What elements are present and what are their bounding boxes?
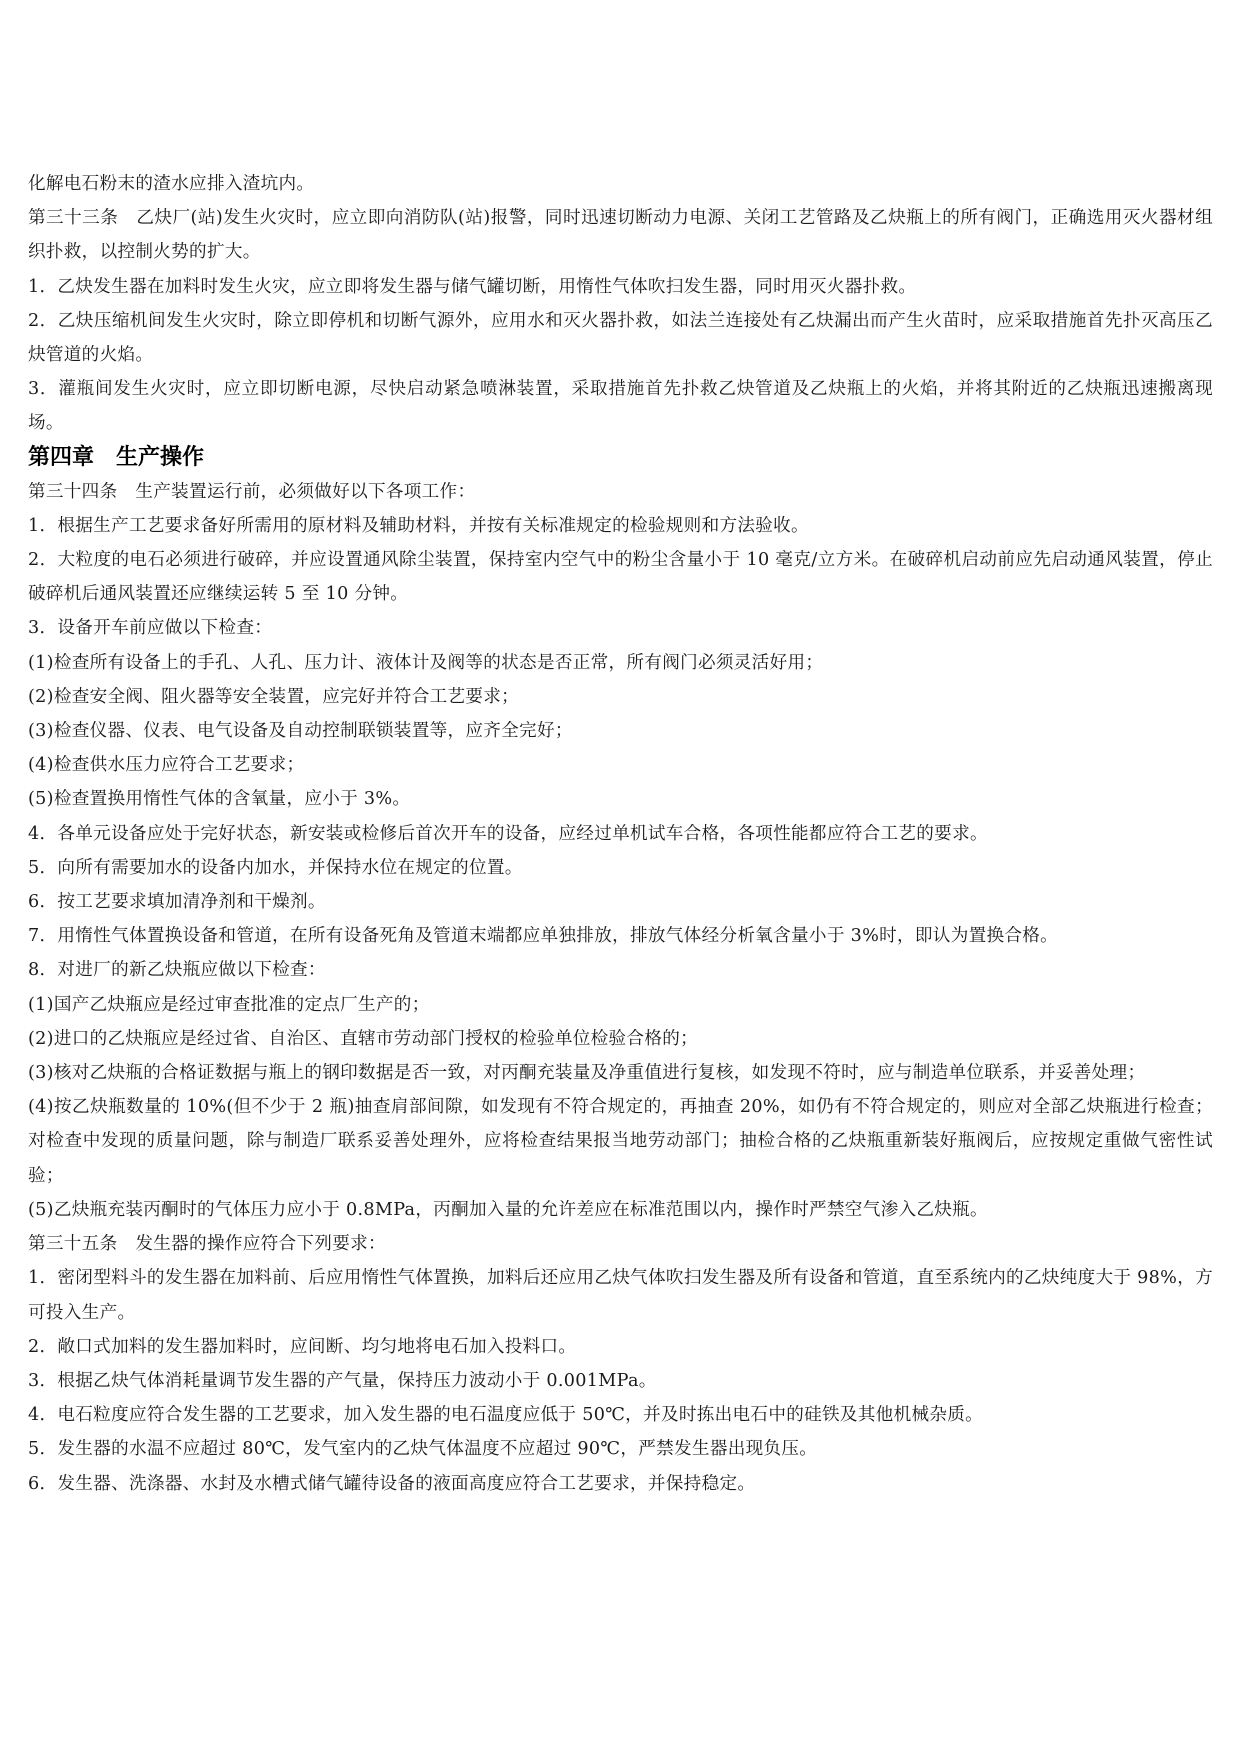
paragraph: (5)乙炔瓶充装丙酮时的气体压力应小于 0.8MPa，丙酮加入量的允许差应在标准范围以内，操作时严禁空气渗入乙炔瓶。: [28, 1199, 988, 1220]
paragraph: 第三十四条 生产装置运行前，必须做好以下各项工作：: [28, 481, 476, 502]
paragraph: 1．密闭型料斗的发生器在加料前、后应用惰性气体置换，加料后还应用乙炔气体吹扫发生器及所有设备和管道，直至系统内的乙炔纯度大于 98%，方可投入生产。: [28, 1268, 1213, 1323]
paragraph: (2)进口的乙炔瓶应是经过省、自治区、直辖市劳动部门授权的检验单位检验合格的；: [28, 1028, 698, 1049]
paragraph: 7．用惰性气体置换设备和管道，在所有设备死角及管道末端都应单独排放，排放气体经分析氧含量小于 3%时，即认为置换合格。: [28, 926, 1059, 947]
paragraph: 5．发生器的水温不应超过 80℃，发气室内的乙炔气体温度不应超过 90℃，严禁发生器出现负压。: [28, 1439, 818, 1460]
paragraph: 4．电石粒度应符合发生器的工艺要求，加入发生器的电石温度应低于 50℃，并及时拣出电石中的硅铁及其他机械杂质。: [28, 1405, 984, 1426]
paragraph: 化解电石粉末的渣水应排入渣坑内。: [28, 174, 315, 194]
paragraph: 1．根据生产工艺要求备好所需用的原材料及辅助材料，并按有关标准规定的检验规则和方法验收。: [28, 515, 809, 536]
paragraph: 2．敞口式加料的发生器加料时，应间断、均匀地将电石加入投料口。: [28, 1336, 577, 1357]
paragraph: 6．发生器、洗涤器、水封及水槽式储气罐待设备的液面高度应符合工艺要求，并保持稳定。: [28, 1473, 756, 1494]
paragraph: 8．对进厂的新乙炔瓶应做以下检查：: [28, 960, 326, 981]
paragraph: (4)检查供水压力应符合工艺要求；: [28, 755, 305, 776]
paragraph: 3．灌瓶间发生火灾时，应立即切断电源，尽快启动紧急喷淋装置，采取措施首先扑救乙炔管道及乙炔瓶上的火焰，并将其附近的乙炔瓶迅速搬离现场。: [28, 379, 1213, 434]
paragraph: (2)检查安全阀、阻火器等安全装置，应完好并符合工艺要求；: [28, 686, 520, 707]
paragraph: 4．各单元设备应处于完好状态，新安装或检修后首次开车的设备，应经过单机试车合格，各项性能都应符合工艺的要求。: [28, 823, 988, 844]
paragraph: 3．设备开车前应做以下检查：: [28, 618, 273, 639]
paragraph: (5)检查置换用惰性气体的含氧量，应小于 3%。: [28, 789, 411, 810]
paragraph: (4)按乙炔瓶数量的 10%(但不少于 2 瓶)抽查肩部间隙，如发现有不符合规定的，再抽查 20%，如仍有不符合规定的，则应对全部乙炔瓶进行检查；对检查中发现的质量问题，除与制造厂联系妥善处理外，应将检查结果报当地劳动部门；抽检合格的乙炔瓶重新装好瓶阀后，应按规定重做气密性试验；: [28, 1097, 1213, 1186]
paragraph: (1)国产乙炔瓶应是经过审查批准的定点厂生产的；: [28, 994, 430, 1015]
paragraph: 1．乙炔发生器在加料时发生火灾，应立即将发生器与储气罐切断，用惰性气体吹扫发生器，同时用灭火器扑救。: [28, 276, 917, 297]
paragraph: 第三十五条 发生器的操作应符合下列要求：: [28, 1234, 386, 1255]
paragraph: (1)检查所有设备上的手孔、人孔、压力计、液体计及阀等的状态是否正常，所有阀门必须灵活好用；: [28, 652, 824, 673]
paragraph: 5．向所有需要加水的设备内加水，并保持水位在规定的位置。: [28, 857, 523, 878]
paragraph: 第三十三条 乙炔厂(站)发生火灾时，应立即向消防队(站)报警，同时迅速切断动力电源、关闭工艺管路及乙炔瓶上的所有阀门，正确选用灭火器材组织扑救，以控制火势的扩大。: [28, 208, 1213, 263]
paragraph: 2．乙炔压缩机间发生火灾时，除立即停机和切断气源外，应用水和灭火器扑救，如法兰连接处有乙炔漏出而产生火苗时，应采取措施首先扑灭高压乙炔管道的火焰。: [28, 310, 1213, 366]
paragraph: 3．根据乙炔气体消耗量调节发生器的产气量，保持压力波动小于 0.001MPa。: [28, 1370, 657, 1391]
document-body: [28, 167, 1213, 1501]
paragraph: 2．大粒度的电石必须进行破碎，并应设置通风除尘装置，保持室内空气中的粉尘含量小于 10 毫克/立方米。在破碎机启动前应先启动通风装置，停止破碎机后通风装置还应继续运转 5 至 10 分钟。: [28, 550, 1213, 605]
paragraph: (3)检查仪器、仪表、电气设备及自动控制联锁装置等，应齐全完好；: [28, 721, 573, 742]
chapter-heading: 第四章 生产操作: [28, 444, 205, 470]
paragraph: (3)核对乙炔瓶的合格证数据与瓶上的钢印数据是否一致，对丙酮充装量及净重值进行复核，如发现不符时，应与制造单位联系，并妥善处理；: [28, 1063, 1146, 1084]
paragraph: 6．按工艺要求填加清净剂和干燥剂。: [28, 892, 326, 913]
